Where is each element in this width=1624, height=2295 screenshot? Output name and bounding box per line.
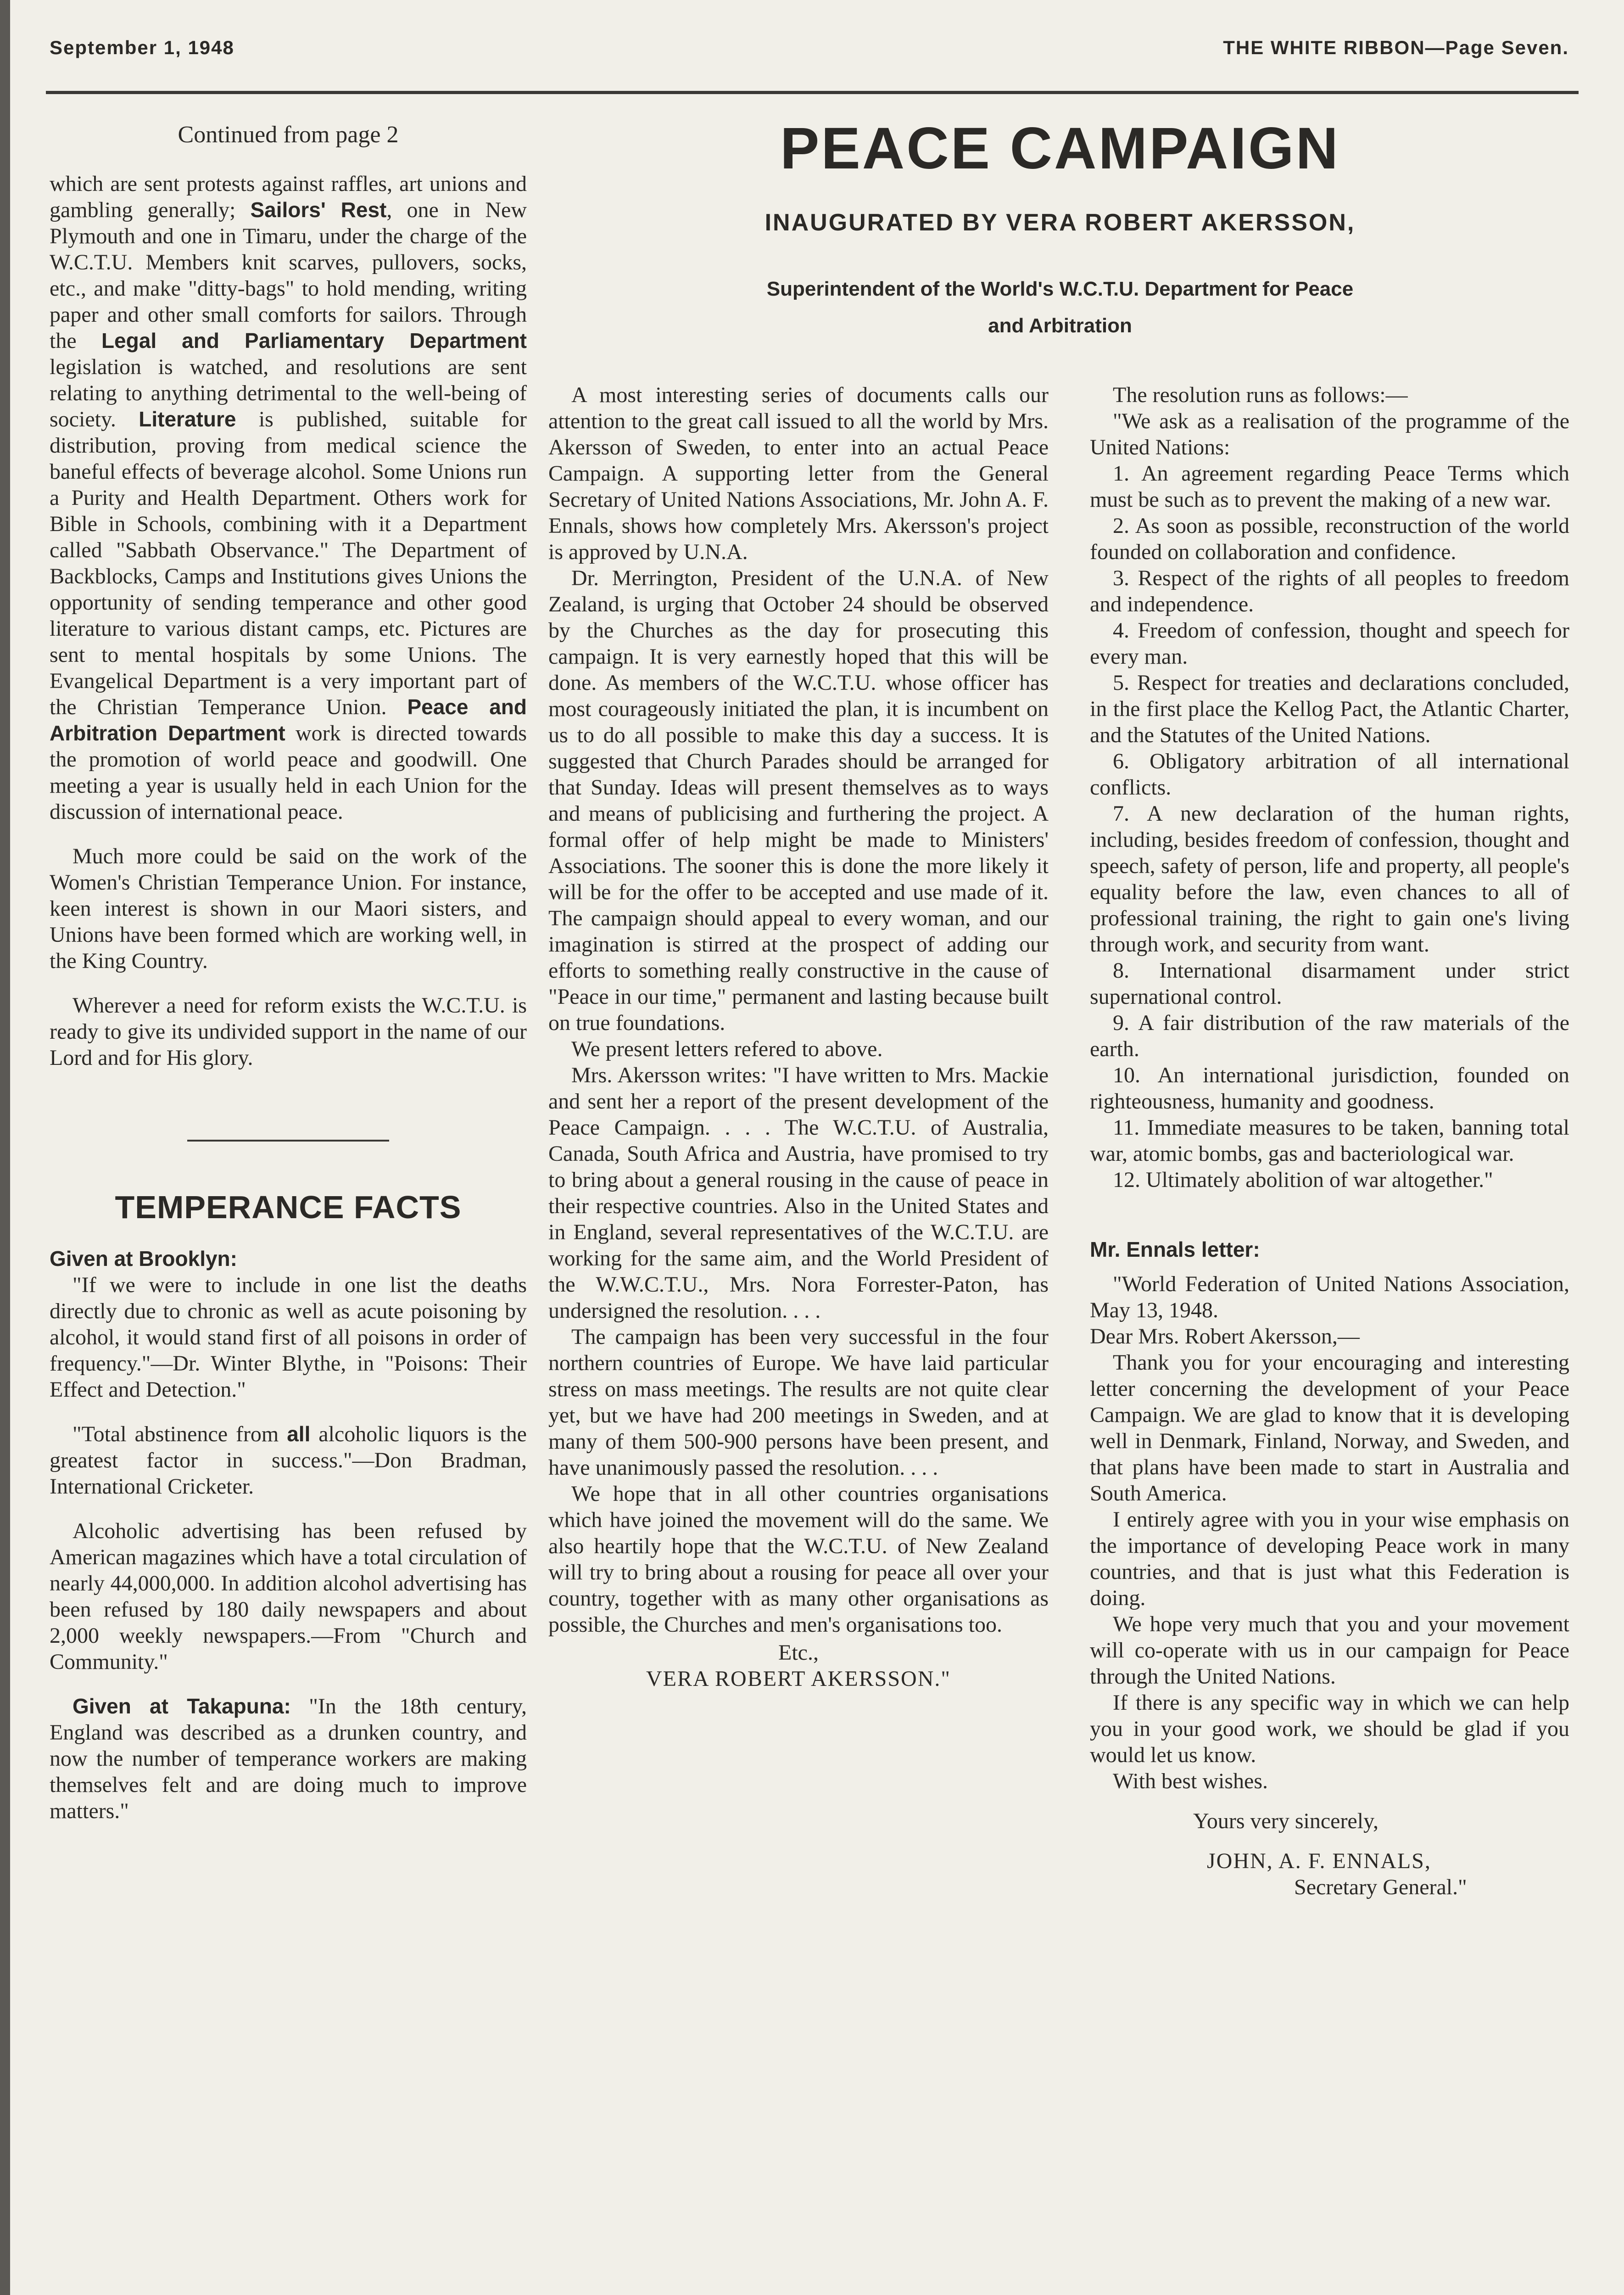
left-para1-run: legislation is watched, and resolutions are sent relating to anything detrimental to the well-being of society.	[50, 355, 527, 431]
middle-paragraph-5: The campaign has been very successful in the four northern countries of Europe. We have laid particular stress on mass meetings. The results are not quite clear yet, but we have had 200 meetings in Sweden, and at many of them 500-900 persons have been present, and have unanimously passed the resolution. . . .	[548, 1325, 1049, 1480]
middle-column	[548, 382, 1049, 1692]
left-paragraph-2: Much more could be said on the work of the Women's Christian Temperance Union. For instance, keen interest is shown in our Maori sisters, and Unions have been formed which are working well, in the King Country.	[50, 844, 527, 973]
ennals-letter-heading: Mr. Ennals letter:	[1090, 1237, 1260, 1261]
left-fact2-run: "Total abstinence from	[73, 1422, 287, 1446]
letter-signer: JOHN, A. F. ENNALS,	[1207, 1849, 1431, 1873]
letter-paragraph-3: We hope very much that you and your movement will co-operate with us in our campaign for Peace through the United Nations.	[1090, 1612, 1569, 1689]
letter-closing: Yours very sincerely,	[1193, 1809, 1378, 1833]
header-rule	[46, 91, 1579, 94]
section-divider	[187, 1140, 389, 1142]
left-column	[50, 122, 527, 1824]
article-subtitle: INAUGURATED BY VERA ROBERT AKERSSON,	[765, 209, 1356, 236]
resolution-item: 8. International disarmament under strict supernational control.	[1090, 958, 1569, 1009]
middle-paragraph-4: Mrs. Akersson writes: "I have written to Mrs. Mackie and sent her a report of the present development of the Peace Campaign. . . . The W.C.T.U. of Australia, Canada, South Africa and Austria, have promised to try to bring about a general rousing in the cause of peace in their respective countries. Also in the United States and in England, several representatives of the W.C.T.U. are working for the same aim, and the World President of the W.W.C.T.U., Mrs. Nora Forrester-Paton, has undersigned the resolution. . . .	[548, 1063, 1049, 1323]
article-title: PEACE CAMPAIGN	[780, 116, 1340, 181]
right-column	[1090, 382, 1569, 1900]
letter-salutation: Dear Mrs. Robert Akersson,—	[1090, 1324, 1360, 1349]
resolution-item: 10. An international jurisdiction, founded on righteousness, humanity and goodness.	[1090, 1063, 1569, 1114]
issue-date: September 1, 1948	[50, 37, 234, 58]
middle-paragraph-2: Dr. Merrington, President of the U.N.A. of New Zealand, is urging that October 24 should be observed by the Churches as the day for prosecuting this campaign. It is very earnestly hoped that this will be done. As members of the W.C.T.U. whose officer has most courageously initiated the plan, it is incumbent on us to do all possible to make this day a success. It is suggested that Church Parades should be arranged for that Sunday. Ideas will present themselves as to ways and means of publicising and furthering the project. A formal offer of help might be made to Ministers' Associations. The sooner this is done the more likely it will be for the offer to be accepted and use made of it. The campaign should appeal to every woman, and our imagination is stirred at the prospect of adding our efforts to something really constructive in the cause of "Peace in our time," permanent and lasting because built on true foundations.	[548, 566, 1049, 1035]
resolution-item: 5. Respect for treaties and declarations concluded, in the first place the Kellog Pact, the Atlantic Charter, and the Statutes of the United Nations.	[1090, 671, 1569, 747]
left-fact2-run: alcoholic liquors is the greatest factor in success."—Don Bradman, International Cricketer.	[50, 1422, 527, 1499]
resolution-item: 1. An agreement regarding Peace Terms which must be such as to prevent the making of a new war.	[1090, 461, 1569, 512]
temperance-facts-title: TEMPERANCE FACTS	[115, 1189, 462, 1225]
article-tagline-2: and Arbitration	[988, 314, 1132, 337]
left-fact2-run: all	[287, 1422, 311, 1446]
resolution-item: 7. A new declaration of the human rights, including, besides freedom of confession, thought and speech, safety of person, life and property, all people's equality before the law, even chances to all of professional training, the right to gain one's living through work, and security from want.	[1090, 801, 1569, 957]
letter-paragraph-4: If there is any specific way in which we can help you in your good work, we should be glad if you would let us know.	[1090, 1690, 1569, 1767]
resolution-item: 4. Freedom of confession, thought and speech for every man.	[1090, 618, 1569, 669]
resolution-item: 9. A fair distribution of the raw materials of the earth.	[1090, 1011, 1569, 1061]
left-para1-run: work is directed towards the promotion of world peace and goodwill. One meeting a year is usually held in each Union for the discussion of international peace.	[50, 721, 527, 824]
left-para1-run: which are sent protests against raffles, art unions and gambling generally;	[50, 172, 527, 222]
fact-3: Alcoholic advertising has been refused by American magazines which have a total circulation of nearly 44,000,000. In addition alcohol advertising has been refused by 180 daily newspapers and about 2,000 weekly newspapers.—From "Church and Community."	[50, 1519, 527, 1674]
left-paragraph-3: Wherever a need for reform exists the W.C.T.U. is ready to give its undivided support in the name of our Lord and for His glory.	[50, 993, 527, 1070]
continued-note: Continued from page 2	[178, 122, 399, 148]
running-head: THE WHITE RIBBON—Page Seven.	[1223, 37, 1569, 58]
letter-paragraph-5: With best wishes.	[1113, 1769, 1268, 1793]
letter-signer-title: Secretary General."	[1294, 1875, 1467, 1899]
letter-paragraph-2: I entirely agree with you in your wise emphasis on the importance of developing Peace work in many countries, and that is just what this Federation is doing.	[1090, 1507, 1569, 1610]
letter-from: "World Federation of United Nations Association, May 13, 1948.	[1090, 1272, 1569, 1322]
resolution-list	[1090, 460, 1569, 1193]
resolution-item: 6. Obligatory arbitration of all international conflicts.	[1090, 749, 1569, 800]
middle-paragraph-1: A most interesting series of documents calls our attention to the great call issued to all the world by Mrs. Akersson of Sweden, to enter into an actual Peace Campaign. A supporting letter from the General Secretary of United Nations Associations, Mr. John A. F. Ennals, shows how completely Mrs. Akersson's project is approved by U.N.A.	[548, 383, 1049, 564]
fact-1: "If we were to include in one list the deaths directly due to chronic as well as acute poisoning by alcohol, it would stand first of all poisons in order of frequency."—Dr. Winter Blythe, in "Poisons: Their Effect and Detection."	[50, 1273, 527, 1402]
left-para1-run: Sailors' Rest	[250, 198, 387, 222]
left-para1-run: , one in New Plymouth and one in Timaru, under the charge of the W.C.T.U. Members knit scarves, pullovers, socks, etc., and make "ditty-bags" to hold mending, writing paper and other small comforts for sailors. Through the	[50, 198, 527, 353]
middle-paragraph-3: We present letters refered to above.	[571, 1037, 883, 1061]
fact-4: "In the 18th century, England was described as a drunken country, and now the number of temperance workers are making themselves felt and are doing much to improve matters."	[50, 1694, 527, 1823]
left-para1-run: is published, suitable for distribution, proving from medical science the baneful effects of beverage alcohol. Some Unions run a Purity and Health Department. Others work for Bible in Schools, combining with it a Department called "Sabbath Observance." The Department of Backblocks, Camps and Institutions gives Unions the opportunity of sending temperance and other good literature to various distant camps, etc. Pictures are sent to mental hospitals by some Unions. The Evangelical Department is a very important part of the Christian Temperance Union.	[50, 407, 527, 719]
akersson-signature: VERA ROBERT AKERSSON."	[646, 1667, 951, 1691]
etc-line: Etc.,	[778, 1640, 819, 1665]
left-para1-run: Literature	[139, 407, 236, 431]
page-binding-edge	[0, 0, 10, 2295]
middle-paragraph-6: We hope that in all other countries organisations which have joined the movement will do the same. We also heartily hope that the W.C.T.U. of New Zealand will try to bring about a rousing for peace all over your country, together with as many other organisations as possible, the Churches and men's organisations too.	[548, 1482, 1049, 1637]
resolution-item: 12. Ultimately abolition of war altogether."	[1113, 1168, 1493, 1192]
brooklyn-heading: Given at Brooklyn:	[50, 1247, 237, 1271]
left-para1-run: Peace and Arbitration Department	[50, 695, 527, 745]
fact-2	[50, 1421, 527, 1500]
article-tagline-1: Superintendent of the World's W.C.T.U. Department for Peace	[766, 278, 1354, 300]
letter-paragraph-1: Thank you for your encouraging and interesting letter concerning the development of your Peace Campaign. We are glad to know that it is developing well in Denmark, Finland, Norway, and Sweden, and that plans have been made to start in Australia and South America.	[1090, 1350, 1569, 1506]
resolution-item: 2. As soon as possible, reconstruction of the world founded on collaboration and confidence.	[1090, 514, 1569, 564]
left-para1-run: Legal and Parliamentary Department	[101, 329, 527, 353]
resolution-quote: "We ask as a realisation of the programme of the United Nations:	[1090, 409, 1569, 459]
left-paragraph-1	[50, 171, 527, 825]
resolution-item: 3. Respect of the rights of all peoples to freedom and independence.	[1090, 566, 1569, 616]
resolution-intro: The resolution runs as follows:—	[1113, 383, 1408, 407]
takapuna-heading: Given at Takapuna:	[73, 1694, 291, 1718]
resolution-item: 11. Immediate measures to be taken, banning total war, atomic bombs, gas and bacteriological war.	[1090, 1115, 1569, 1166]
